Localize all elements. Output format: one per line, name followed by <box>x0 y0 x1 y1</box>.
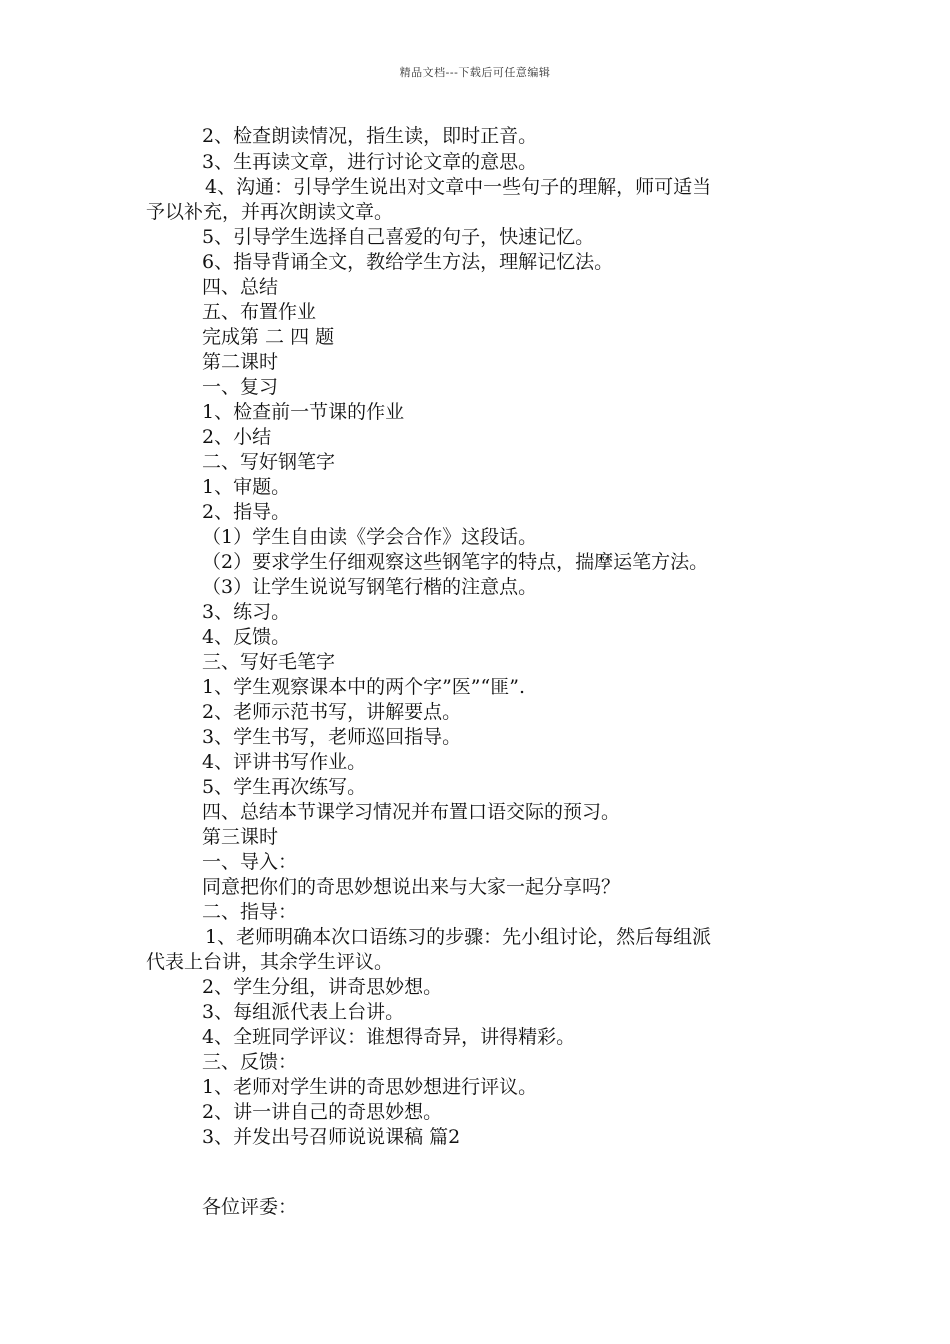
text-line: 1、学生观察课本中的两个字”医”“匪”. <box>202 676 525 698</box>
text-line: 5、引导学生选择自己喜爱的句子，快速记忆。 <box>202 226 595 248</box>
text-line: 6、指导背诵全文，教给学生方法，理解记忆法。 <box>202 251 614 273</box>
text-line: 同意把你们的奇思妙想说出来与大家一起分享吗？ <box>202 876 621 898</box>
text-line: 予以补充，并再次朗读文章。 <box>146 201 394 223</box>
text-line: 3、练习。 <box>202 601 291 623</box>
text-line: （2）要求学生仔细观察这些钢笔字的特点，揣摩运笔方法。 <box>202 551 709 573</box>
page-header: 精品文档---下载后可任意编辑 <box>399 66 551 79</box>
text-line: 1、老师对学生讲的奇思妙想进行评议。 <box>202 1076 538 1098</box>
section-heading: 三、写好毛笔字 <box>202 651 336 673</box>
text-line: 4、沟通：引导学生说出对文章中一些句子的理解，师可适当 <box>205 176 712 198</box>
section-heading: 一、复习 <box>202 376 279 398</box>
text-line: 2、检查朗读情况，指生读，即时正音。 <box>202 125 538 147</box>
text-line: （3）让学生说说写钢笔行楷的注意点。 <box>202 576 538 598</box>
text-line: （1）学生自由读《学会合作》这段话。 <box>202 526 538 548</box>
text-line: 4、反馈。 <box>202 626 291 648</box>
text-line: 4、全班同学评议：谁想得奇异，讲得精彩。 <box>202 1026 576 1048</box>
text-line: 2、老师示范书写，讲解要点。 <box>202 701 462 723</box>
text-line: 2、指导。 <box>202 501 291 523</box>
text-line: 1、检查前一节课的作业 <box>202 401 405 423</box>
text-line: 5、学生再次练写。 <box>202 776 367 798</box>
text-line: 2、学生分组，讲奇思妙想。 <box>202 976 443 998</box>
section-heading: 四、总结本节课学习情况并布置口语交际的预习。 <box>202 801 621 823</box>
text-line: 2、小结 <box>202 426 272 448</box>
lesson-heading: 第三课时 <box>202 826 279 848</box>
text-line: 完成第 二 四 题 <box>202 326 335 348</box>
section-heading: 五、布置作业 <box>202 301 317 323</box>
section-heading: 二、写好钢笔字 <box>202 451 336 473</box>
text-line: 3、生再读文章，进行讨论文章的意思。 <box>202 151 538 173</box>
text-line: 3、学生书写，老师巡回指导。 <box>202 726 462 748</box>
text-line: 代表上台讲，其余学生评议。 <box>146 951 394 973</box>
section-heading: 三、反馈： <box>202 1051 298 1073</box>
section-heading: 四、总结 <box>202 276 279 298</box>
text-line: 2、讲一讲自己的奇思妙想。 <box>202 1101 443 1123</box>
section-heading: 一、导入： <box>202 851 298 873</box>
section-heading: 二、指导： <box>202 901 298 923</box>
text-line: 1、老师明确本次口语练习的步骤：先小组讨论，然后每组派 <box>205 926 712 948</box>
text-line: 3、每组派代表上台讲。 <box>202 1001 405 1023</box>
lesson-heading: 第二课时 <box>202 351 279 373</box>
text-line: 3、并发出号召师说说课稿 篇2 <box>202 1126 461 1148</box>
text-line: 4、评讲书写作业。 <box>202 751 367 773</box>
text-line: 1、审题。 <box>202 476 291 498</box>
salutation: 各位评委： <box>202 1196 298 1218</box>
